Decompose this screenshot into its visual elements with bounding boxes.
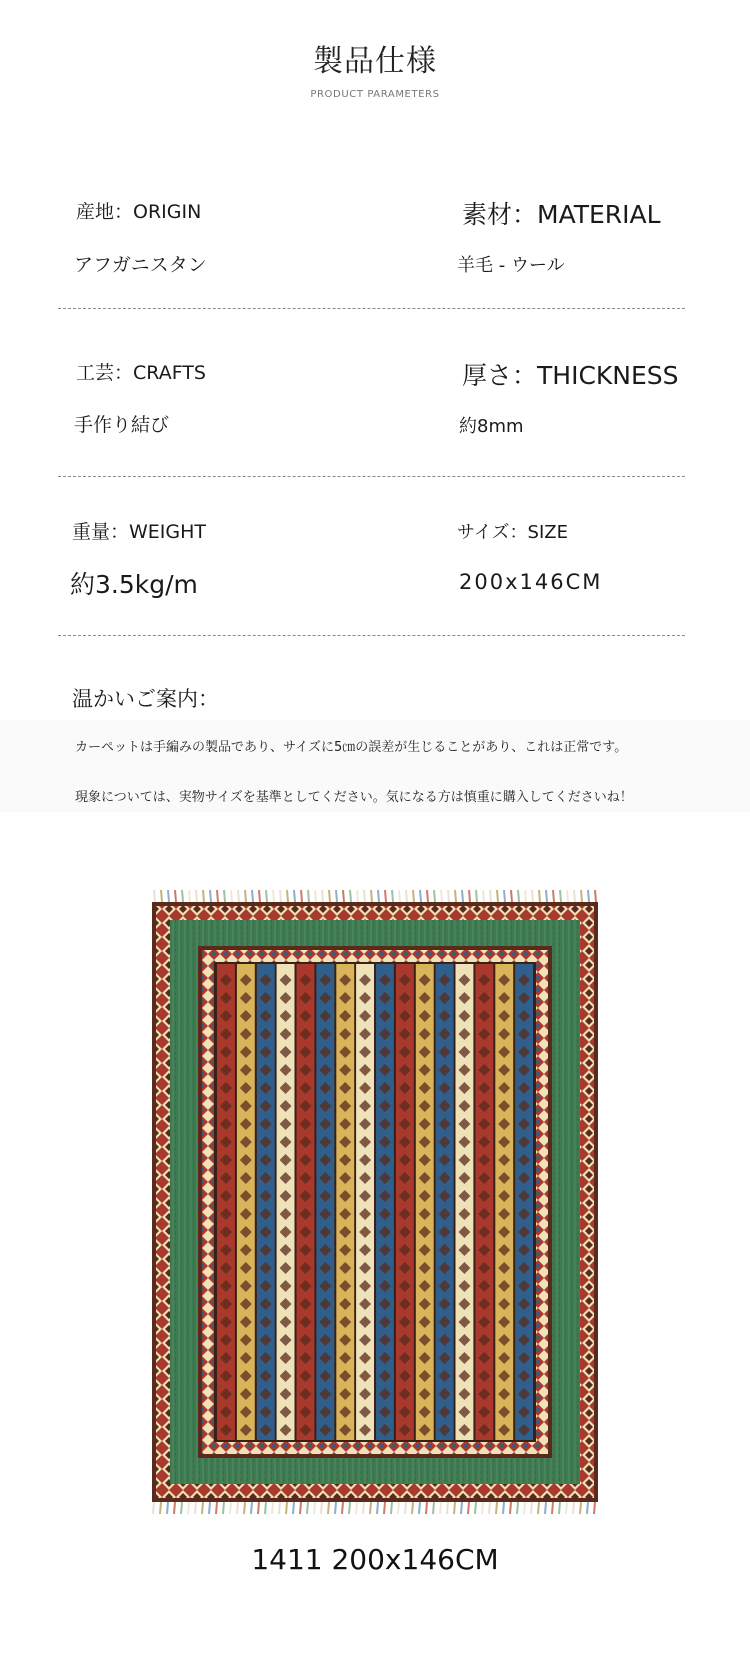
size-label: サイズ：SIZE	[457, 522, 568, 543]
thickness-value: 約8mm	[459, 416, 524, 437]
divider-3	[58, 635, 685, 636]
material-label: 素材：MATERIAL	[462, 200, 661, 229]
origin-label: 産地：ORIGIN	[76, 201, 202, 223]
crafts-label: 工芸：CRAFTS	[76, 362, 206, 384]
thickness-label: 厚さ：THICKNESS	[462, 361, 679, 390]
rug-image	[148, 888, 602, 1516]
divider-1	[58, 308, 685, 309]
weight-value: 約3.5kg/m	[70, 570, 198, 599]
notice-line-1: カーペットは手編みの製品であり、サイズに5㎝の誤差が生じることがあり、これは正常です。	[75, 740, 628, 755]
page-title: 製品仕様	[313, 44, 437, 79]
product-caption: 1411 200x146CM	[251, 1543, 499, 1576]
notice-title: 温かいご案内：	[72, 687, 219, 711]
material-value: 羊毛 - ウール	[457, 255, 565, 276]
size-value: 200x146CM	[459, 570, 603, 594]
weight-label: 重量：WEIGHT	[72, 521, 207, 543]
divider-2	[58, 476, 685, 477]
origin-value: アフガニスタン	[74, 254, 207, 276]
crafts-value: 手作り結び	[74, 414, 170, 436]
page-subtitle: PRODUCT PARAMETERS	[310, 89, 440, 100]
notice-line-2: 現象については、実物サイズを基準としてください。気になる方は慎重に購入してくださいね！	[75, 790, 633, 805]
